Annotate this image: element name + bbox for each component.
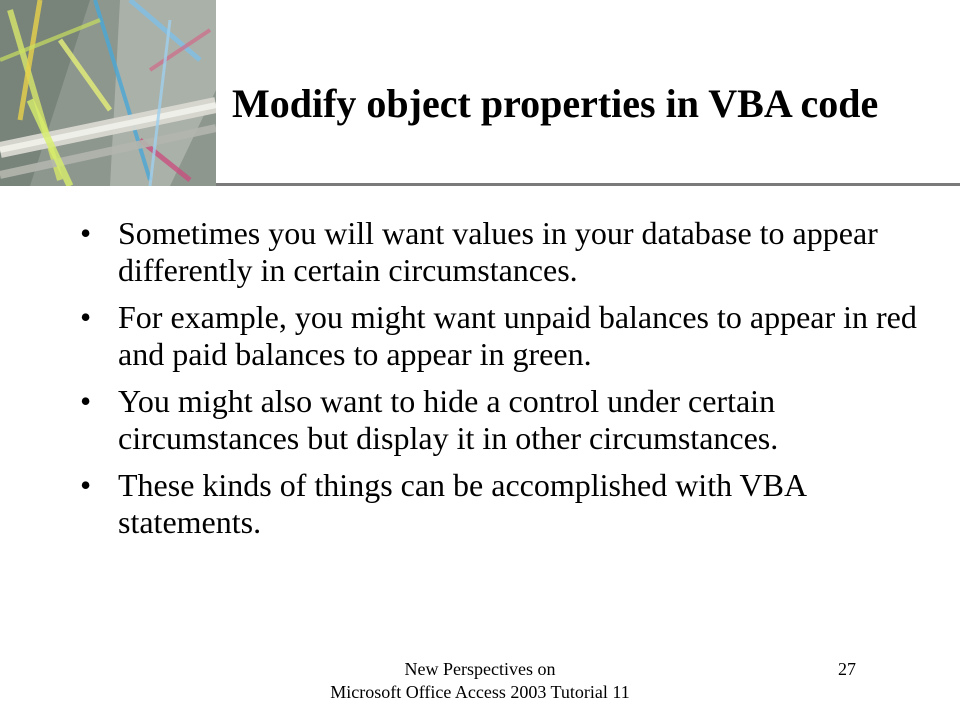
bullet-item xyxy=(80,467,920,541)
footer-caption xyxy=(300,658,660,704)
bullet-text: For example, you might want unpaid balances to appear in red and paid balances to appear in green. xyxy=(118,299,917,372)
slide-title: Modify object properties in VBA code xyxy=(232,81,879,126)
bullet-item xyxy=(80,299,920,373)
bullet-item xyxy=(80,215,920,289)
bullet-marker: • xyxy=(80,299,92,335)
page-number: 27 xyxy=(838,659,856,679)
corner-decorative-image xyxy=(0,0,216,186)
bullet-text: Sometimes you will want values in your database to appear differently in certain circumstances. xyxy=(118,215,878,288)
footer-line-1: New Perspectives on xyxy=(404,659,556,679)
bullet-text: These kinds of things can be accomplished with VBA statements. xyxy=(118,467,806,540)
bullet-item xyxy=(80,383,920,457)
bullet-marker: • xyxy=(80,215,92,251)
bullet-marker: • xyxy=(80,467,92,503)
title-divider xyxy=(216,183,960,186)
bullet-marker: • xyxy=(80,383,92,419)
footer-line-2: Microsoft Office Access 2003 Tutorial 11 xyxy=(330,682,630,702)
bullet-text: You might also want to hide a control under certain circumstances but display it in other circumstances. xyxy=(118,383,779,456)
bullet-list xyxy=(80,215,920,551)
